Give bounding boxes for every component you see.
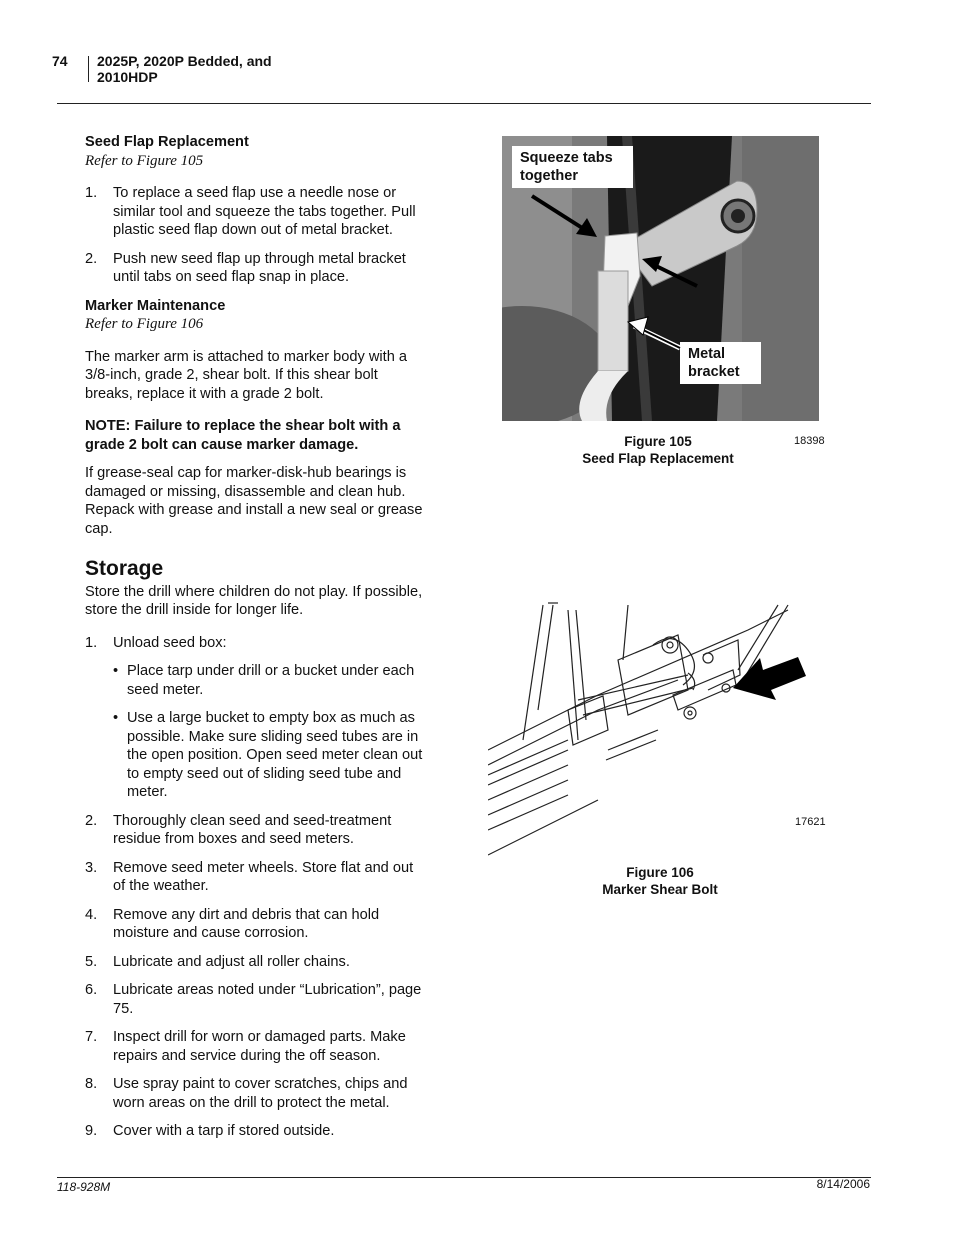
caption-title: Figure 106 bbox=[626, 865, 694, 880]
grease-cap-paragraph: If grease-seal cap for marker-disk-hub bearings is damaged or missing, disassemble and clean hub. Repack with grease and install a new seal or grease cap. bbox=[85, 465, 423, 537]
list-item bbox=[85, 1075, 427, 1112]
step-number: 7. bbox=[85, 1029, 98, 1045]
list-item bbox=[85, 859, 427, 896]
seed-flap-ref: Refer to Figure 105 bbox=[85, 152, 204, 169]
figure-106-caption bbox=[560, 864, 760, 898]
storage-heading: Storage bbox=[85, 557, 164, 580]
marker-line-art bbox=[488, 600, 808, 860]
step-text: Unload seed box: bbox=[113, 634, 227, 651]
page-header-title bbox=[97, 53, 337, 85]
arrow-icon bbox=[532, 196, 597, 237]
list-item bbox=[85, 634, 427, 802]
bullet: • bbox=[113, 710, 119, 726]
header-rule bbox=[57, 103, 871, 104]
list-item bbox=[85, 906, 427, 943]
list-item bbox=[85, 812, 427, 849]
step-text: Use spray paint to cover scratches, chips and worn areas on the drill to protect the metal. bbox=[113, 1076, 408, 1111]
step-text: Remove seed meter wheels. Store flat and out of the weather. bbox=[113, 859, 414, 894]
list-item bbox=[85, 250, 427, 287]
bullet-text: Use a large bucket to empty box as much as possible. Make sure sliding seed tubes are in the open position. Open seed meter clean out to empty seed out of sliding seed tube and meter. bbox=[127, 710, 423, 800]
arrow-icon bbox=[733, 657, 806, 700]
header-divider bbox=[88, 56, 89, 82]
list-item bbox=[85, 184, 427, 240]
storage-steps bbox=[85, 634, 427, 1141]
step-number: 4. bbox=[85, 906, 98, 923]
caption-title: Figure 105 bbox=[624, 434, 692, 449]
list-item bbox=[85, 1028, 427, 1065]
bullet-item bbox=[113, 709, 427, 802]
step-number: 1. bbox=[85, 634, 98, 651]
seed-flap-heading: Seed Flap Replacement bbox=[85, 134, 249, 150]
step-number: 2. bbox=[85, 812, 98, 829]
marker-note: NOTE: Failure to replace the shear bolt with a grade 2 bolt can cause marker damage. bbox=[85, 418, 401, 453]
page-number: 74 bbox=[52, 53, 68, 69]
list-item bbox=[85, 953, 427, 972]
step-number: 2. bbox=[85, 250, 98, 267]
step-text: Remove any dirt and debris that can hold moisture and cause corrosion. bbox=[113, 906, 380, 941]
callout-text: Metal bbox=[688, 346, 726, 362]
marker-ref: Refer to Figure 106 bbox=[85, 316, 204, 332]
step-text: Lubricate and adjust all roller chains. bbox=[113, 953, 350, 970]
step-text: Cover with a tarp if stored outside. bbox=[113, 1123, 335, 1139]
step-number: 5. bbox=[85, 953, 98, 970]
arrow-icon bbox=[628, 317, 680, 348]
bullet: • bbox=[113, 663, 119, 679]
list-item bbox=[85, 981, 427, 1018]
step-text: Push new seed flap up through metal bracket until tabs on seed flap snap in place. bbox=[113, 250, 406, 285]
storage-substeps bbox=[113, 662, 427, 802]
marker-shear-bolt-drawing bbox=[488, 600, 808, 860]
marker-paragraph: The marker arm is attached to marker body with a 3/8-inch, grade 2, shear bolt. If this shear bolt breaks, replace it with a grade 2 bolt. bbox=[85, 348, 407, 402]
figure-105-number: 18398 bbox=[794, 435, 825, 447]
marker-heading: Marker Maintenance bbox=[85, 297, 226, 314]
step-number: 3. bbox=[85, 859, 98, 876]
header-title-line2: 2010HDP bbox=[97, 69, 158, 85]
caption-text: Seed Flap Replacement bbox=[582, 451, 734, 466]
callout-text: bracket bbox=[688, 364, 740, 380]
step-text: Lubricate areas noted under “Lubrication”, page 75. bbox=[113, 982, 422, 1017]
callout-text: Squeeze tabs bbox=[520, 150, 613, 166]
seed-flap-steps bbox=[85, 184, 427, 287]
main-text-column bbox=[85, 133, 427, 1151]
figure-106-number: 17621 bbox=[795, 816, 826, 828]
step-number: 1. bbox=[85, 185, 98, 201]
caption-text: Marker Shear Bolt bbox=[602, 882, 718, 897]
step-text: Thoroughly clean seed and seed-treatment residue from boxes and seed meters. bbox=[113, 812, 392, 847]
bullet-item bbox=[113, 662, 427, 699]
callout-text: together bbox=[520, 168, 578, 184]
revision-date: 8/14/2006 bbox=[816, 1177, 870, 1191]
arrow-overlay bbox=[502, 136, 819, 421]
arrow-icon bbox=[642, 256, 697, 286]
document-number: 118-928M bbox=[57, 1180, 111, 1194]
step-text: To replace a seed flap use a needle nose or similar tool and squeeze the tabs together. Pull plastic seed flap down out of metal bracket. bbox=[113, 185, 416, 238]
list-item bbox=[85, 1122, 427, 1141]
figure-105-caption bbox=[558, 433, 758, 467]
step-number: 8. bbox=[85, 1076, 98, 1092]
step-number: 9. bbox=[85, 1123, 98, 1139]
bullet-text: Place tarp under drill or a bucket under each seed meter. bbox=[127, 663, 415, 698]
footer-rule bbox=[57, 1177, 871, 1178]
step-number: 6. bbox=[85, 982, 98, 998]
storage-intro: Store the drill where children do not play. If possible, store the drill inside for longer life. bbox=[85, 583, 423, 618]
seed-flap-photo bbox=[502, 136, 819, 421]
step-text: Inspect drill for worn or damaged parts. Make repairs and service during the off season. bbox=[113, 1029, 406, 1064]
header-title-line1: 2025P, 2020P Bedded, and bbox=[97, 53, 272, 69]
